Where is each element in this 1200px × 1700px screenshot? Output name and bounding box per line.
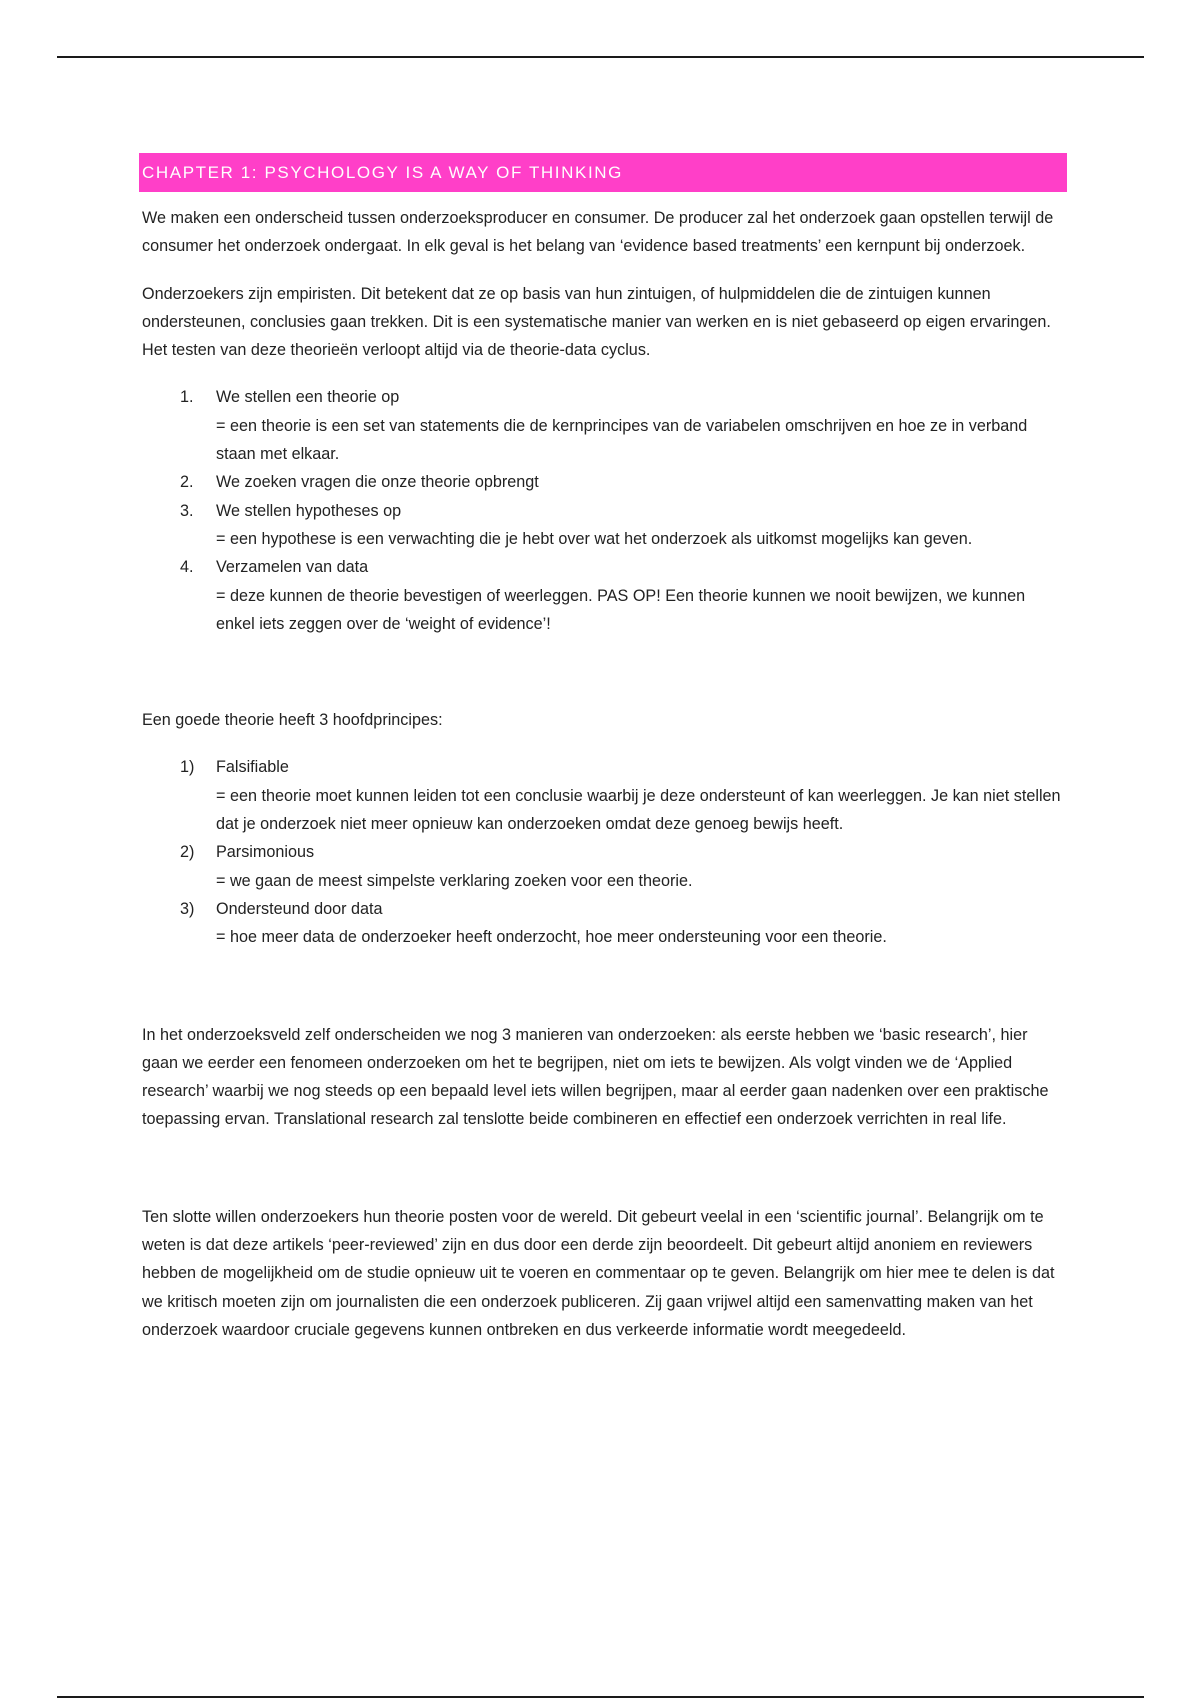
list-item <box>142 468 1067 496</box>
list-item-text: We stellen hypotheses op <box>216 501 402 520</box>
list-marker: 3. <box>180 501 194 520</box>
header-rule <box>57 56 1144 58</box>
list-item-text: Parsimonious <box>216 843 315 862</box>
footer-rule <box>57 1696 1144 1698</box>
list-marker: 3) <box>180 899 195 918</box>
list-item-text: We stellen een theorie op <box>216 388 400 407</box>
list-item-definition: = een theorie moet kunnen leiden tot een conclusie waarbij je deze ondersteunt of kan weerleggen. Je kan niet stellen dat je onderzoek niet meer opnieuw kan onderzoeken omdat deze genoeg bewijs heeft. <box>216 786 1061 834</box>
principles-list <box>142 753 1067 951</box>
list-item-definition: = een theorie is een set van statements die de kernprincipes van de variabelen omschrijven en hoe ze in verband staan met elkaar. <box>216 416 1028 464</box>
list-item <box>142 553 1067 638</box>
list-item-definition: = hoe meer data de onderzoeker heeft onderzocht, hoe meer ondersteuning voor een theorie. <box>216 928 887 947</box>
list-item-definition: = we gaan de meest simpelste verklaring zoeken voor een theorie. <box>216 871 693 890</box>
theory-data-cycle-list <box>142 383 1067 638</box>
list-item <box>142 895 1067 952</box>
list-marker: 1) <box>180 758 195 777</box>
list-item-definition: = een hypothese is een verwachting die je hebt over wat het onderzoek als uitkomst mogelijks kan geven. <box>216 529 973 548</box>
paragraph-intro: We maken een onderscheid tussen onderzoeksproducer en consumer. De producer zal het onderzoek gaan opstellen terwijl de consumer het onderzoek ondergaat. In elk geval is het belang van ‘evidence based treatments’ een kernpunt bij onderzoek. <box>142 209 1054 256</box>
paragraph-principles-intro: Een goede theorie heeft 3 hoofdprincipes: <box>142 711 443 730</box>
list-item-text: Falsifiable <box>216 758 289 777</box>
list-item-text: Verzamelen van data <box>216 558 369 577</box>
list-item-definition: = deze kunnen de theorie bevestigen of weerleggen. PAS OP! Een theorie kunnen we nooit bewijzen, we kunnen enkel iets zeggen over de ‘weight of evidence’! <box>216 586 1026 633</box>
chapter-heading: CHAPTER 1: PSYCHOLOGY IS A WAY OF THINKING <box>139 153 1067 192</box>
list-item <box>142 753 1067 838</box>
paragraph-publishing: Ten slotte willen onderzoekers hun theorie posten voor de wereld. Dit gebeurt veelal in een ‘scientific journal’. Belangrijk om te weten is dat deze artikels ‘peer-reviewed’ zijn en dus door een derde zijn beoordeelt. Dit gebeurt altijd anoniem en reviewers hebben de mogelijkheid om de studie opnieuw uit te voeren en commentaar op te geven. Belangrijk om hier mee te delen is dat we kritisch moeten zijn om journalisten die een onderzoek publiceren. Zij gaan vrijwel altijd een samenvatting maken van het onderzoek waardoor cruciale gegevens kunnen ontbreken en dus verkeerde informatie wordt meegedeeld. <box>142 1207 1055 1339</box>
document-body <box>142 153 1067 1344</box>
list-item-text: We zoeken vragen die onze theorie opbrengt <box>216 473 539 492</box>
list-marker: 2. <box>180 473 194 492</box>
list-marker: 2) <box>180 843 195 862</box>
paragraph-empiricists: Onderzoekers zijn empiristen. Dit betekent dat ze op basis van hun zintuigen, of hulpmiddelen die de zintuigen kunnen ondersteunen, conclusies gaan trekken. Dit is een systematische manier van werken en is niet gebaseerd op eigen ervaringen. Het testen van deze theorieën verloopt altijd via de theorie-data cyclus. <box>142 284 1051 360</box>
list-item-text: Ondersteund door data <box>216 899 383 918</box>
list-marker: 4. <box>180 558 194 577</box>
list-item <box>142 383 1067 468</box>
list-item <box>142 497 1067 554</box>
list-marker: 1. <box>180 388 194 407</box>
list-item <box>142 838 1067 895</box>
paragraph-research-types: In het onderzoeksveld zelf onderscheiden we nog 3 manieren van onderzoeken: als eerste hebben we ‘basic research’, hier gaan we eerder een fenomeen onderzoeken om het te begrijpen, niet om iets te bewijzen. Als volgt vinden we de ‘Applied research’ waarbij we nog steeds op een bepaald level iets willen begrijpen, maar al eerder gaan nadenken over een praktische toepassing ervan. Translational research zal tenslotte beide combineren en effectief een onderzoek verrichten in real life. <box>142 1025 1049 1129</box>
